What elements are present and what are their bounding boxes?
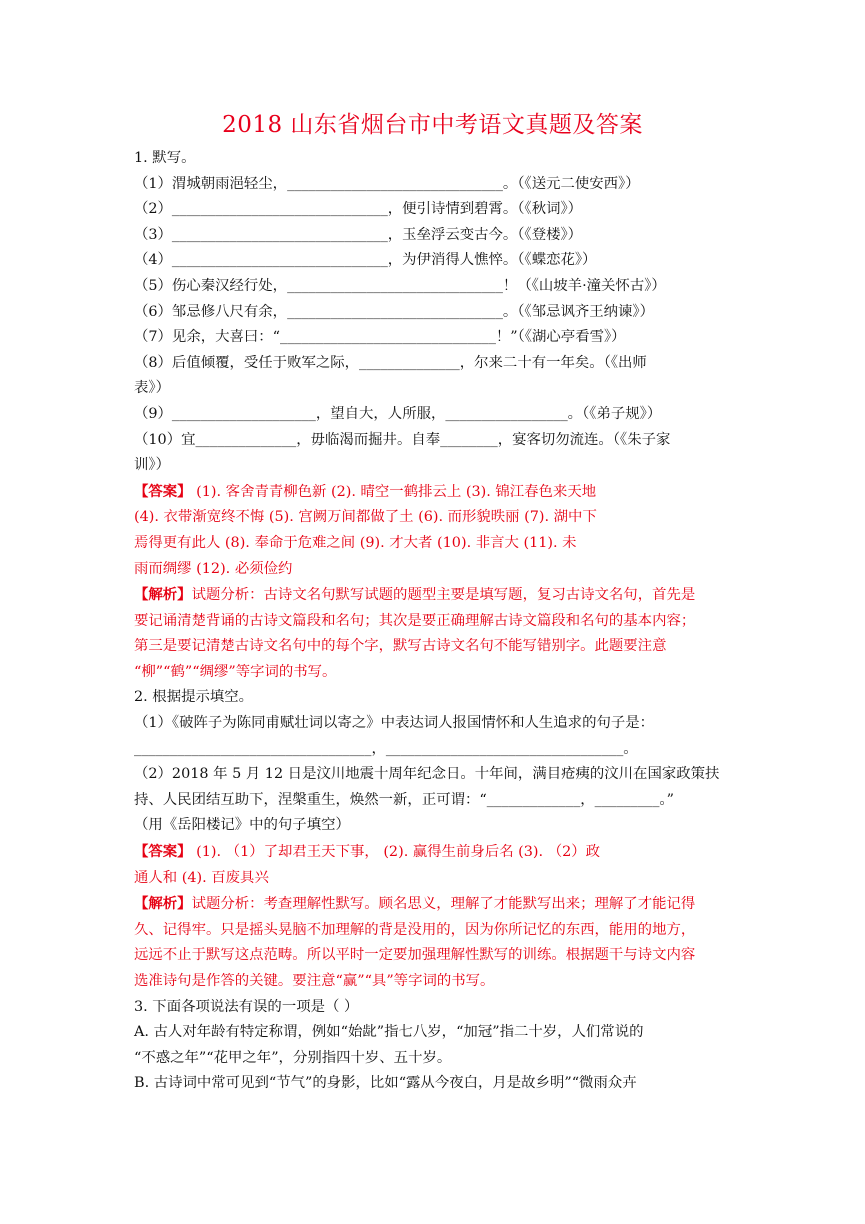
answer-label: 【答案】 bbox=[134, 843, 192, 861]
q1-line: 训》） bbox=[134, 457, 170, 474]
q2-answer-line: 【答案】 (1). （1）了却君王天下事， (2). 赢得生前身后名 (3). （2）政 bbox=[134, 843, 601, 861]
q1-line: （7）见余，大喜曰：“______________________________！”（《湖心亭看雪》） bbox=[134, 329, 626, 346]
q2-line: 持、人民团结互助下，涅槃重生，焕然一新，正可谓：“_____________，_________。” bbox=[134, 791, 674, 808]
q2-heading: 2. 根据提示填空。 bbox=[134, 689, 254, 706]
q1-line: （8）后值倾覆，受任于败军之际，______________，尔来二十有一年矣。（《出师 bbox=[134, 354, 647, 371]
q3-heading: 3. 下面各项说法有误的一项是（ ） bbox=[134, 998, 359, 1015]
q2-answer-line: 通人和 (4). 百废具兴 bbox=[134, 869, 269, 886]
q2-analysis-line: 远远不止于默写这点范畴。所以平时一定要加强理解性默写的训练。根据题干与诗文内容 bbox=[134, 947, 696, 964]
q2-analysis-line: 选准诗句是作答的关键。要注意“赢”“具”等字词的书写。 bbox=[134, 973, 495, 989]
q1-line: （9）____________________，望自大，人所服，_________________。（《弟子规》） bbox=[134, 405, 662, 422]
q3-option-line: “不惑之年”“花甲之年”，分别指四十岁、五十岁。 bbox=[134, 1049, 452, 1066]
q1-line: （4）______________________________，为伊消得人憔悴。（《蝶恋花》） bbox=[134, 252, 597, 269]
q2-line: _________________________________，_________________________________。 bbox=[134, 740, 638, 757]
q1-answer-line: (4). 衣带渐宽终不悔 (5). 宫阙万间都做了土 (6). 而形貌昳丽 (7). 湖中下 bbox=[134, 509, 597, 526]
q3-option-line: A. 古人对年龄有特定称谓，例如“始龀”指七八岁，“加冠”指二十岁，人们常说的 bbox=[134, 1024, 644, 1041]
q2-line: （2）2018 年 5 月 12 日是汶川地震十周年纪念日。十年间，满目疮痍的汶川在国家政策扶 bbox=[134, 766, 720, 783]
q1-answer-line: 焉得更有此人 (8). 奉命于危难之间 (9). 才大者 (10). 非言大 (11). 未 bbox=[134, 534, 577, 551]
q3-option-line: B. 古诗词中常可见到“节气”的身影，比如“露从今夜白，月是故乡明”“微雨众卉 bbox=[134, 1075, 637, 1092]
q1-line: 表》） bbox=[134, 380, 170, 397]
q1-analysis-line: “柳”“鹤”“绸缪”等字词的书写。 bbox=[134, 663, 337, 680]
analysis-label: 【解析】 bbox=[134, 895, 192, 913]
q1-heading: 1. 默写。 bbox=[134, 150, 196, 166]
q2-analysis-line: 【解析】试题分析：考查理解性默写。顾名思义，理解了才能默写出来；理解了才能记得 bbox=[134, 895, 696, 913]
q1-line: （2）______________________________，便引诗情到碧霄。（《秋词》） bbox=[134, 201, 583, 218]
q2-analysis-line: 久、记得牢。只是摇头晃脑不加理解的背是没用的，因为你所记忆的东西，能用的地方， bbox=[134, 921, 696, 938]
q1-line: （1）渭城朝雨浥轻尘，______________________________。（《送元二使安西》） bbox=[134, 175, 640, 192]
q1-analysis-line: 第三是要记清楚古诗文名句中的每个字，默写古诗文名句不能写错别字。此题要注意 bbox=[134, 638, 667, 655]
q1-line: （3）______________________________，玉垒浮云变古今。（《登楼》） bbox=[134, 226, 583, 243]
q1-analysis-line: 要记诵清楚背诵的古诗文篇段和名句；其次是要正确理解古诗文篇段和名句的基本内容； bbox=[134, 612, 696, 629]
q1-line: （5）伤心秦汉经行处，______________________________！（《山坡羊·潼关怀古》） bbox=[134, 277, 666, 294]
q1-answer-line: 雨而绸缪 (12). 必须俭约 bbox=[134, 560, 293, 577]
answer-label: 【答案】 bbox=[134, 482, 192, 500]
page-title: 2018 山东省烟台市中考语文真题及答案 bbox=[222, 112, 643, 138]
q1-analysis-line: 【解析】试题分析：古诗文名句默写试题的题型主要是填写题，复习古诗文名句，首先是 bbox=[134, 586, 696, 604]
q1-answer-line: 【答案】 (1). 客舍青青柳色新 (2). 晴空一鹤排云上 (3). 锦江春色来天地 bbox=[134, 482, 597, 500]
q1-line: （10）宜______________，毋临渴而掘井。自奉________，宴客切勿流连。（《朱子家 bbox=[134, 431, 671, 448]
document-body bbox=[134, 146, 734, 1097]
q2-line: （用《岳阳楼记》中的句子填空） bbox=[134, 817, 350, 834]
analysis-label: 【解析】 bbox=[134, 586, 192, 604]
q1-line: （6）邹忌修八尺有余，______________________________。（《邹忌讽齐王纳谏》） bbox=[134, 303, 655, 320]
q2-line: （1）《破阵子为陈同甫赋壮词以寄之》中表达词人报国情怀和人生追求的句子是： bbox=[134, 715, 655, 732]
